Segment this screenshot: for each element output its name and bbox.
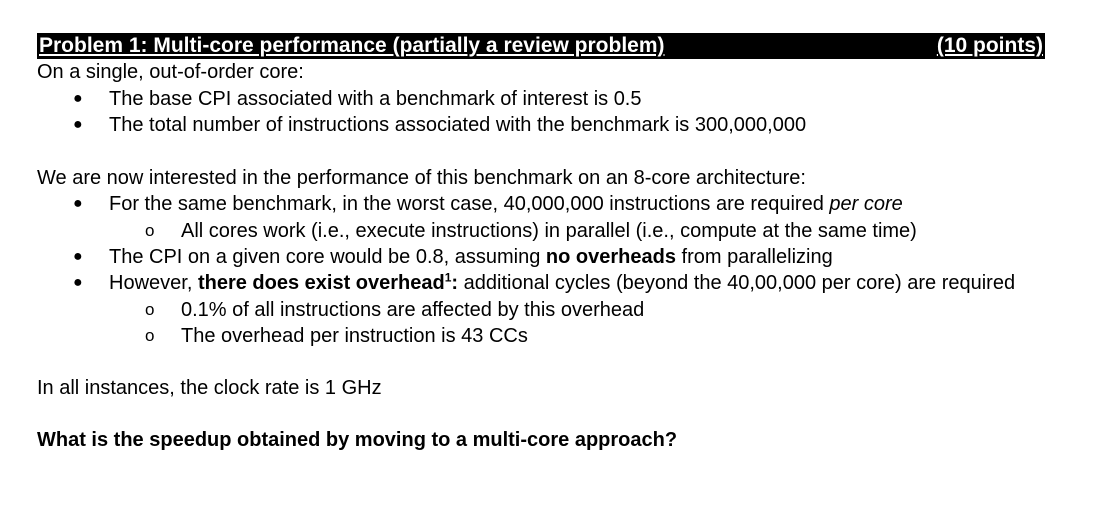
sub-list-item xyxy=(37,218,1045,244)
spacer xyxy=(37,139,1045,165)
bullet-text: However, xyxy=(109,272,198,294)
multi-core-list xyxy=(37,191,1045,349)
multi-core-intro: We are now interested in the performance of this benchmark on an 8-core architecture: xyxy=(37,166,806,189)
list-item xyxy=(37,270,1045,349)
hollow-bullet-icon: o xyxy=(145,220,155,240)
bullet-icon: ● xyxy=(73,89,83,107)
spacer xyxy=(37,349,1045,375)
bullet-icon: ● xyxy=(73,274,83,291)
per-core-emphasis: per core xyxy=(829,193,903,215)
bullet-icon: ● xyxy=(73,247,83,265)
overhead-paragraph xyxy=(109,270,1045,297)
single-core-list xyxy=(37,86,1045,139)
bullet-text-tail: from parallelizing xyxy=(675,245,833,268)
problem-header xyxy=(37,33,1045,59)
sub-bullet-text: The overhead per instruction is 43 CCs xyxy=(181,324,528,347)
no-overheads-emphasis: no overheads xyxy=(545,245,676,268)
bullet-text: For the same benchmark, in the worst case, 40,000,000 instructions are required xyxy=(109,193,830,215)
bullet-icon: ● xyxy=(73,116,83,133)
problem-page xyxy=(37,33,1045,454)
hollow-bullet-icon: o xyxy=(145,299,155,319)
sub-bullet-text: 0.1% of all instructions are affected by this overhead xyxy=(181,298,645,321)
sub-list xyxy=(109,218,1045,244)
sub-list xyxy=(109,297,1045,349)
bullet-text: The CPI on a given core would be 0.8, assuming xyxy=(109,245,546,268)
list-item xyxy=(37,191,1045,244)
bullet-text: The base CPI associated with a benchmark of interest is 0.5 xyxy=(109,87,642,110)
question-text: What is the speedup obtained by moving to a multi-core approach? xyxy=(37,429,678,451)
single-core-intro: On a single, out-of-order core: xyxy=(37,61,304,83)
problem-title: Problem 1: Multi-core performance (partially a review problem) xyxy=(39,34,665,57)
list-item xyxy=(37,244,1045,271)
spacer xyxy=(37,401,1045,427)
overhead-emphasis: there does exist overhead xyxy=(197,272,445,294)
sub-list-item xyxy=(37,297,1045,323)
clock-rate-statement: In all instances, the clock rate is 1 GHz xyxy=(37,376,382,399)
overhead-colon: : xyxy=(451,272,459,294)
footnote-marker: 1 xyxy=(444,270,452,285)
sub-list-item xyxy=(37,323,1045,349)
bullet-text: The total number of instructions associated with the benchmark is 300,000,000 xyxy=(109,114,807,136)
problem-points: (10 points) xyxy=(936,34,1043,57)
bullet-icon: ● xyxy=(73,195,83,212)
list-item xyxy=(37,112,1045,139)
sub-bullet-text: All cores work (i.e., execute instructions) in parallel (i.e., compute at the same time) xyxy=(181,219,917,242)
bullet-text-tail: additional cycles (beyond the 40,00,000 per core) are required xyxy=(458,272,1016,294)
list-item xyxy=(37,86,1045,113)
hollow-bullet-icon: o xyxy=(145,325,155,345)
